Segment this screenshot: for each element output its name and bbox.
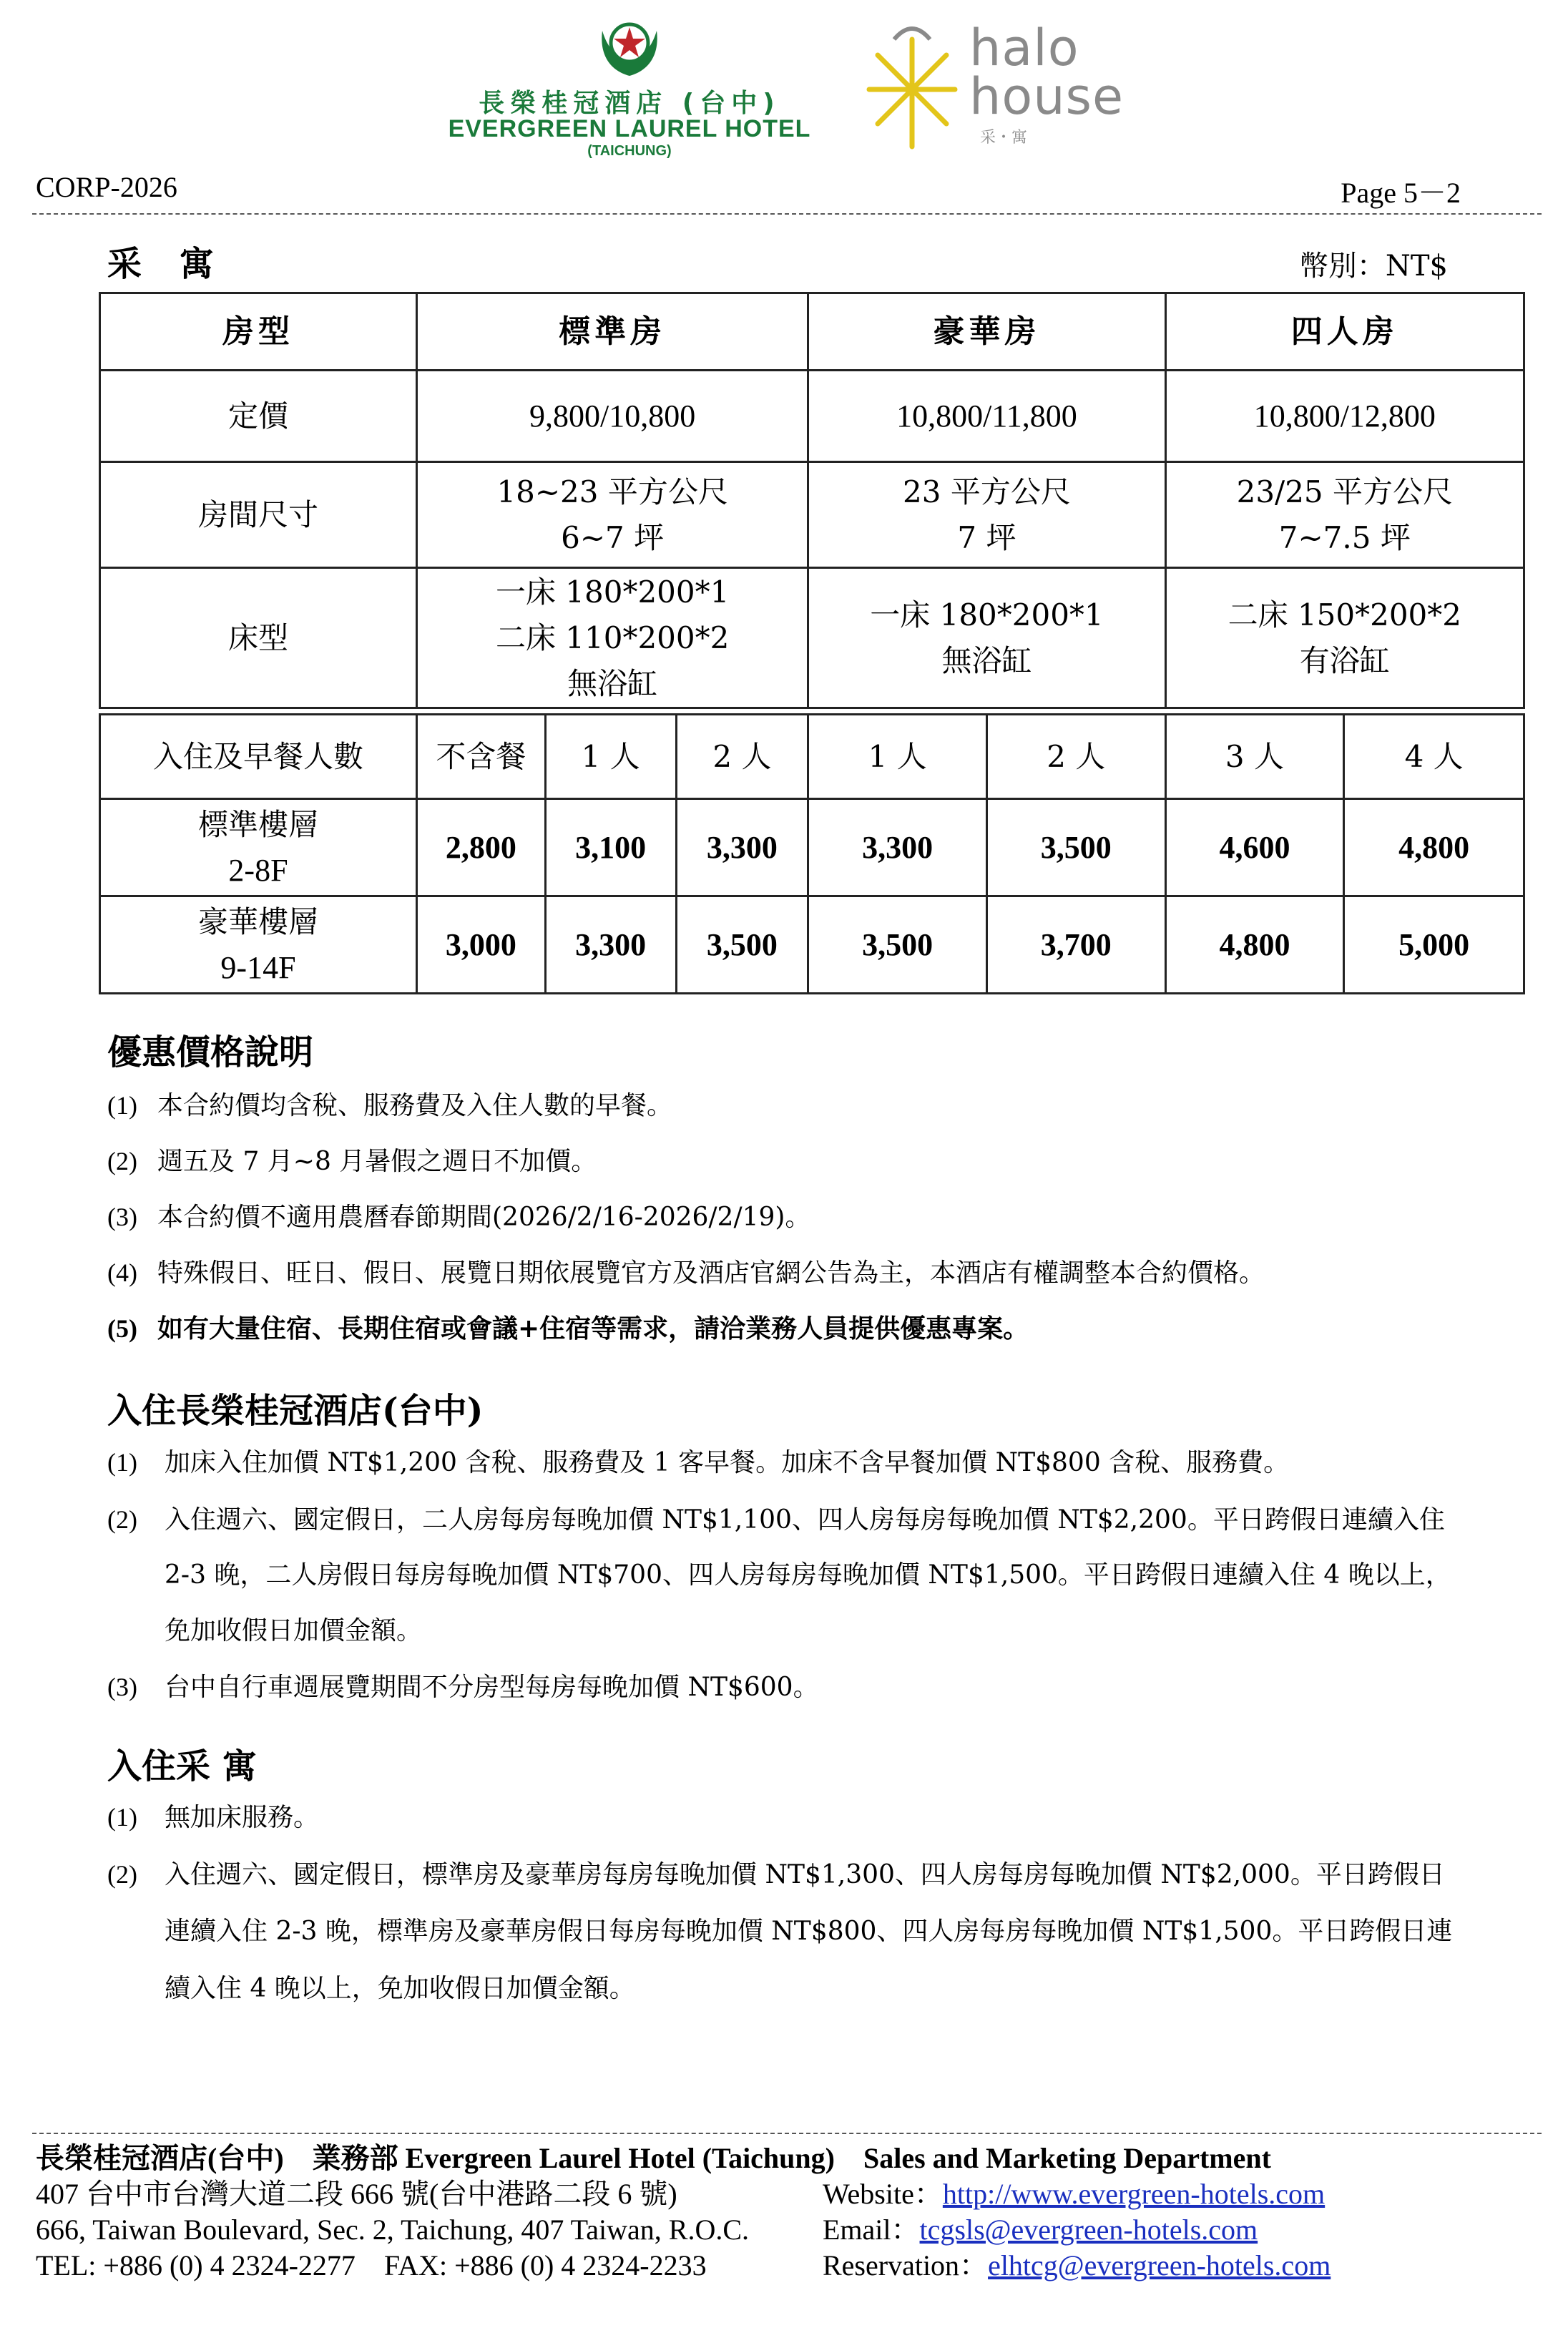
item-text: 特殊假日、旺日、假日、展覽日期依展覽官方及酒店官網公告為主，本酒店有權調整本合約價格。: [157, 1258, 1265, 1288]
rate-cell: 3,300: [676, 799, 808, 896]
discount-item: [107, 1258, 1265, 1288]
size-line: 23 平方公尺: [903, 474, 1071, 509]
footer-title: 長榮桂冠酒店(台中) 業務部 Evergreen Laurel Hotel (Taichung) Sales and Marketing Department: [36, 2142, 1271, 2174]
reservation-link[interactable]: elhtcg@evergreen-hotels.com: [988, 2249, 1331, 2281]
floor-name: 豪華樓層: [197, 904, 318, 939]
price-deluxe: 10,800/11,800: [808, 371, 1165, 462]
occupancy-cell: 4 人: [1344, 715, 1524, 799]
item-text: 週五及 7 月~8 月暑假之週日不加價。: [157, 1147, 597, 1176]
item-text: 加床入住加價 NT$1,200 含稅、服務費及 1 客早餐。加床不含早餐加價 NT$800 含稅、服務費。: [165, 1448, 1290, 1477]
bed-line: 無浴缸: [941, 642, 1032, 678]
evergreen-stay-item: [107, 1505, 1445, 1535]
halo-sub: 采・寓: [980, 129, 1028, 147]
rate-cell: 3,300: [808, 799, 987, 896]
header-divider: [32, 213, 1542, 215]
table-row: [100, 896, 1524, 994]
halo-stay-line: 續入住 4 晚以上，免加收假日加價金額。: [165, 1974, 635, 2003]
discount-item: [107, 1091, 672, 1120]
item-text: 無加床服務。: [165, 1803, 320, 1832]
footer-email: [823, 2212, 1258, 2248]
evergreen-name-cn: 長榮桂冠酒店 (台中): [479, 89, 780, 118]
halo-stay-item: [107, 1803, 319, 1832]
footer-website: [823, 2176, 1325, 2212]
page-number: Page 5－2: [1341, 177, 1461, 209]
item-text: 入住週六、國定假日，標準房及豪華房每房每晚加價 NT$1,300、四人房每房每晚加價 NT$2,000。平日跨假日: [165, 1860, 1445, 1889]
table-row: [100, 462, 1524, 568]
evergreen-emblem-icon: [594, 13, 665, 81]
bed-standard: [416, 568, 808, 708]
rate-cell: 3,500: [808, 896, 987, 994]
rate-cell: 4,800: [1165, 896, 1344, 994]
bed-line: 二床 150*200*2: [1228, 597, 1461, 632]
bed-line: 一床 180*200*1: [495, 574, 730, 610]
halo-stay-title: 入住采 寓: [107, 1746, 257, 1786]
item-number: (1): [107, 1091, 137, 1120]
bed-line: 一床 180*200*1: [870, 597, 1104, 632]
col-header-deluxe: 豪華房: [808, 293, 1165, 371]
currency-label: 幣別：NT$: [1299, 250, 1448, 283]
table-row: [100, 371, 1524, 462]
item-number: (2): [107, 1505, 137, 1534]
rate-cell: 2,800: [416, 799, 545, 896]
discount-item: [107, 1203, 810, 1232]
discount-title: 優惠價格說明: [107, 1032, 314, 1072]
item-number: (3): [107, 1203, 137, 1231]
size-quad: [1165, 462, 1524, 568]
floor-range: 9-14F: [220, 949, 296, 985]
occupancy-cell: 3 人: [1165, 715, 1344, 799]
size-line: 6~7 坪: [561, 519, 665, 555]
bed-line: 二床 110*200*2: [495, 620, 730, 655]
footer-address-cn: 407 台中市台灣大道二段 666 號(台中港路二段 6 號): [36, 2178, 677, 2210]
discount-item: [107, 1147, 597, 1176]
evergreen-stay-line: 免加收假日加價金額。: [165, 1616, 423, 1645]
col-header-quad: 四人房: [1165, 293, 1524, 371]
evergreen-stay-line: 2-3 晚，二人房假日每房每晚加價 NT$700、四人房每房每晚加價 NT$1,500。平日跨假日連續入住 4 晚以上，: [165, 1560, 1451, 1590]
occupancy-cell: 不含餐: [416, 715, 545, 799]
row-label-bed: 床型: [100, 568, 417, 708]
occupancy-row: [100, 715, 1524, 799]
price-standard: 9,800/10,800: [416, 371, 808, 462]
item-text: 台中自行車週展覽期間不分房型每房每晚加價 NT$600。: [165, 1673, 819, 1702]
item-number: (2): [107, 1147, 137, 1175]
website-label: Website：: [823, 2178, 943, 2210]
evergreen-stay-item: [107, 1448, 1289, 1477]
floor-name: 標準樓層: [197, 806, 318, 842]
rate-cell: 4,600: [1165, 799, 1344, 896]
row-label-size: 房間尺寸: [100, 462, 417, 568]
discount-item: [107, 1314, 1029, 1343]
rate-cell: 5,000: [1344, 896, 1524, 994]
item-number: (5): [107, 1314, 137, 1343]
size-deluxe: [808, 462, 1165, 568]
row-label-deluxe-floor: [100, 896, 417, 994]
halo-wordmark: [969, 19, 1124, 126]
item-text: 本合約價不適用農曆春節期間(2026/2/16-2026/2/19)。: [157, 1203, 811, 1232]
rate-cell: 3,700: [986, 896, 1165, 994]
size-line: 23/25 平方公尺: [1236, 474, 1453, 509]
evergreen-stay-title: 入住長榮桂冠酒店(台中): [107, 1391, 484, 1431]
footer-address-en: 666, Taiwan Boulevard, Sec. 2, Taichung, 407 Taiwan, R.O.C.: [36, 2214, 750, 2246]
item-text: 入住週六、國定假日，二人房每房每晚加價 NT$1,100、四人房每房每晚加價 NT$2,200。平日跨假日連續入住: [165, 1505, 1445, 1535]
halo-word-2: house: [969, 67, 1124, 126]
rate-cell: 3,500: [676, 896, 808, 994]
price-quad: 10,800/12,800: [1165, 371, 1524, 462]
size-line: 18~23 平方公尺: [496, 474, 728, 509]
halo-star-icon: [862, 18, 962, 154]
item-number: (2): [107, 1860, 137, 1889]
rate-cell: 3,500: [986, 799, 1165, 896]
rate-cell: 3,000: [416, 896, 545, 994]
item-number: (3): [107, 1673, 137, 1701]
floor-range: 2-8F: [228, 852, 288, 888]
evergreen-logo: [415, 13, 844, 159]
table-row: [100, 799, 1524, 896]
item-number: (4): [107, 1258, 137, 1287]
size-standard: [416, 462, 808, 568]
halo-word-1: halo: [969, 19, 1079, 77]
evergreen-city: (TAICHUNG): [587, 143, 672, 159]
email-link[interactable]: tcgsls@evergreen-hotels.com: [919, 2214, 1258, 2246]
rate-cell: 3,300: [545, 896, 676, 994]
bed-deluxe: [808, 568, 1165, 708]
item-number: (1): [107, 1803, 137, 1831]
evergreen-stay-item: [107, 1673, 819, 1702]
row-label-occupancy: 入住及早餐人數: [100, 715, 417, 799]
occupancy-cell: 2 人: [676, 715, 808, 799]
rate-table: [99, 292, 1525, 994]
col-header-standard: 標準房: [416, 293, 808, 371]
occupancy-cell: 1 人: [545, 715, 676, 799]
bed-line: 有浴缸: [1299, 642, 1390, 678]
bed-quad: [1165, 568, 1524, 708]
item-text: 如有大量住宿、長期住宿或會議+住宿等需求，請洽業務人員提供優惠專案。: [157, 1314, 1029, 1344]
rate-cell: 3,100: [545, 799, 676, 896]
bed-line: 無浴缸: [567, 665, 658, 701]
occupancy-cell: 2 人: [986, 715, 1165, 799]
halo-house-logo: [862, 11, 1148, 154]
table-row: [100, 568, 1524, 708]
size-line: 7~7.5 坪: [1278, 519, 1411, 555]
rate-cell: 4,800: [1344, 799, 1524, 896]
email-label: Email：: [823, 2214, 920, 2246]
size-line: 7 坪: [957, 519, 1016, 555]
reservation-label: Reservation：: [823, 2249, 989, 2281]
table-header-row: [100, 293, 1524, 371]
occupancy-cell: 1 人: [808, 715, 987, 799]
footer-reservation: [823, 2248, 1331, 2284]
website-link[interactable]: http://www.evergreen-hotels.com: [942, 2178, 1326, 2210]
doc-code: CORP-2026: [36, 171, 177, 203]
row-label-standard-floor: [100, 799, 417, 896]
col-header-room-type: 房型: [100, 293, 417, 371]
row-label-price: 定價: [100, 371, 417, 462]
section-title: 采 寓: [107, 244, 227, 284]
halo-stay-item: [107, 1860, 1445, 1889]
footer-phone: TEL: +886 (0) 4 2324-2277 FAX: +886 (0) 4 2324-2233: [36, 2249, 707, 2281]
item-text: 本合約價均含稅、服務費及入住人數的早餐。: [157, 1091, 673, 1120]
item-number: (1): [107, 1448, 137, 1477]
footer-divider: [32, 2133, 1542, 2134]
evergreen-name-en: EVERGREEN LAUREL HOTEL: [448, 115, 811, 142]
halo-stay-line: 連續入住 2-3 晚，標準房及豪華房假日每房每晚加價 NT$800、四人房每房每晚加價 NT$1,500。平日跨假日連: [165, 1917, 1453, 1946]
